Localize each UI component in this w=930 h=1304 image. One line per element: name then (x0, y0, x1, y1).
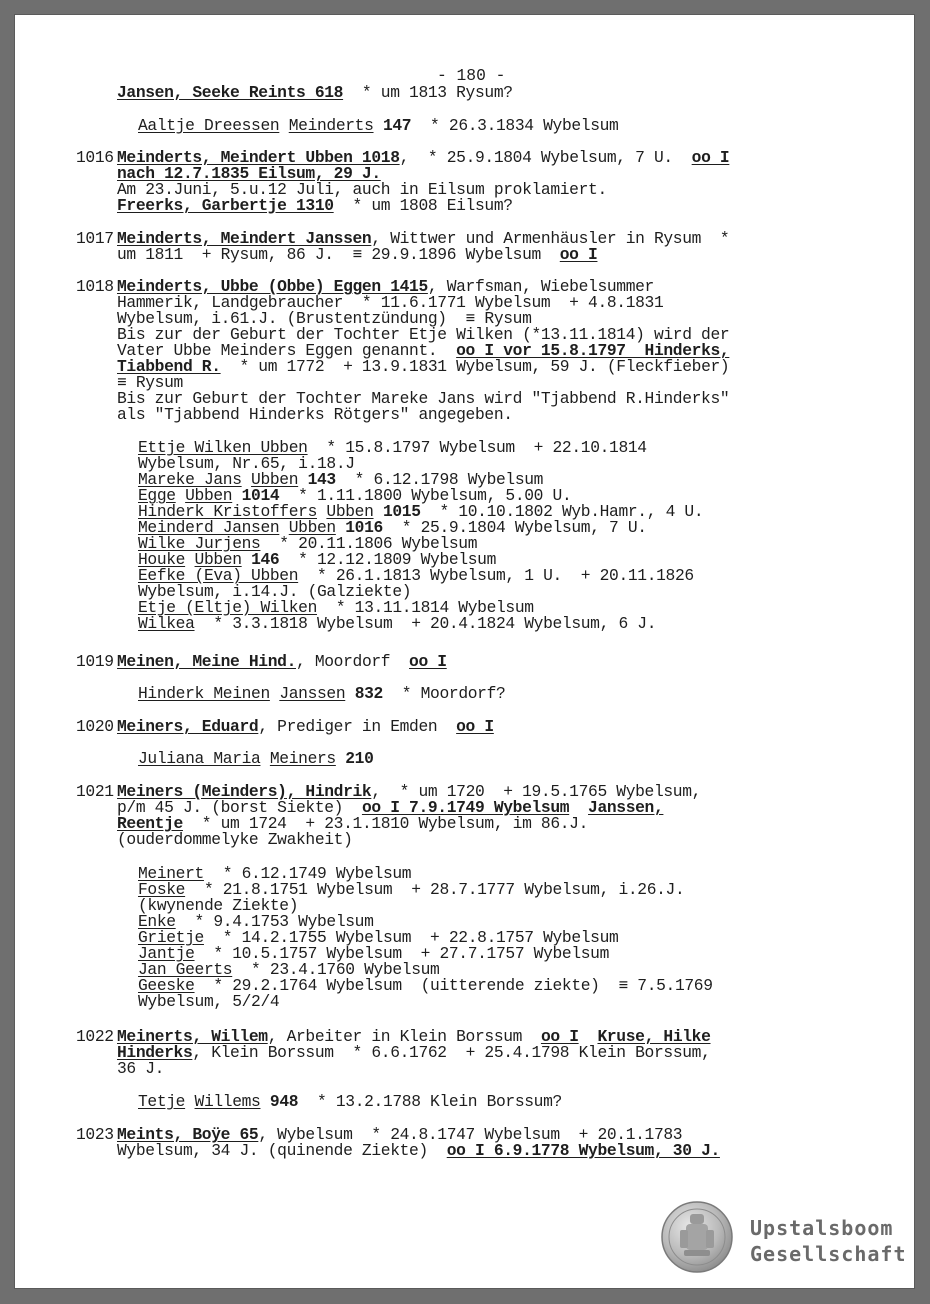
text-segment: * 13.11.1814 Wybelsum (317, 598, 534, 617)
text-line (138, 118, 618, 134)
text-line (117, 832, 353, 848)
person-name: Janssen (279, 684, 346, 703)
text-segment: um 1811 + Rysum, 86 J. ≡ 29.9.1896 Wybelsum (117, 245, 560, 264)
text-segment: * um 1813 Rysum? (343, 83, 513, 102)
text-line (138, 686, 505, 702)
text-segment: , * 25.9.1804 Wybelsum, 7 U. (399, 148, 692, 167)
person-name: Willems (194, 1092, 261, 1111)
person-name: Meinderts (288, 116, 374, 135)
text-line (117, 359, 729, 375)
person-name: Enke (138, 912, 176, 931)
text-segment: , Wybelsum * 24.8.1747 Wybelsum + 20.1.1783 (258, 1125, 683, 1144)
person-name: Meinderts, Ubbe (Obbe) Eggen 1415 (117, 277, 428, 296)
text-line (117, 1143, 720, 1159)
person-name: Egge (138, 486, 176, 505)
text-segment: , Warfsman, Wiebelsummer (427, 277, 654, 296)
person-name: Etje (Eltje) Wilken (138, 598, 317, 617)
entry-number: 1017 (76, 229, 114, 248)
text-segment: 210 (345, 749, 374, 768)
person-name: oo I (691, 148, 730, 167)
person-name: Meinderd Jansen (138, 518, 280, 537)
text-segment: * um 1808 Eilsum? (333, 196, 513, 215)
text-segment: 143 (307, 470, 336, 489)
text-segment: (ouderdommelyke Zwakheit) (117, 830, 353, 849)
text-segment: 832 (354, 684, 383, 703)
text-segment: * 13.2.1788 Klein Borssum? (298, 1092, 562, 1111)
person-name: Ubben (185, 486, 233, 505)
text-line (138, 994, 279, 1010)
person-name: Wilkea (138, 614, 195, 633)
person-name: Eefke (Eva) Ubben (138, 566, 299, 585)
entry-number: 1019 (76, 652, 114, 671)
person-name: Meinert (138, 864, 204, 883)
person-name: Ubben (288, 518, 336, 537)
text-segment: * 6.12.1749 Wybelsum (203, 864, 412, 883)
person-name: Meiners, Eduard (117, 717, 259, 736)
person-name: Juliana Maria (138, 749, 261, 768)
text-segment: , Moordorf (296, 652, 410, 671)
text-line (117, 85, 513, 101)
text-segment: , Arbeiter in Klein Borssum (267, 1027, 541, 1046)
text-segment: , * um 1720 + 19.5.1765 Wybelsum, (371, 782, 702, 801)
text-segment: Bis zur der Geburt der Tochter Etje Wilken (*13.11.1814) wird der (117, 325, 730, 344)
person-name: nach 12.7.1835 Eilsum, 29 J. (117, 164, 381, 183)
text-segment: * 29.2.1764 Wybelsum (uitterende ziekte) ≡ 7.5.1769 (194, 976, 713, 995)
entry-number: 1023 (76, 1125, 114, 1144)
logo-text-line1: Upstalsboom (750, 1216, 894, 1240)
person-name: Hinderk Meinen (138, 684, 270, 703)
person-name: oo I 7.9.1749 Wybelsum (361, 798, 570, 817)
person-name: Grietje (138, 928, 204, 947)
text-segment (260, 749, 269, 768)
text-segment: 948 (269, 1092, 299, 1111)
text-segment: 146 (251, 550, 280, 569)
person-name: Meiners (269, 749, 336, 768)
text-segment: * um 1724 + 23.1.1810 Wybelsum, im 86.J. (182, 814, 589, 833)
text-line (117, 1045, 711, 1061)
entry-number: 1021 (76, 782, 114, 801)
person-name: Meinderts, Meindert Ubben 1018 (117, 148, 400, 167)
text-segment: (kwynende Ziekte) (138, 896, 299, 915)
entry-number: 1018 (76, 277, 114, 296)
text-segment: * 15.8.1797 Wybelsum + 22.10.1814 (307, 438, 647, 457)
person-name: Wilke Jurjens (138, 534, 261, 553)
text-segment: 1015 (382, 502, 421, 521)
text-segment: Wybelsum, i.61.J. (Brustentzündung) ≡ Rysum (117, 309, 532, 328)
person-name: Freerks, Garbertje 1310 (117, 196, 334, 215)
text-segment: * 23.4.1760 Wybelsum (232, 960, 440, 979)
person-name: oo I (409, 652, 447, 671)
person-name: oo I (540, 1027, 579, 1046)
person-name: Ettje Wilken Ubben (138, 438, 308, 457)
person-name: Kruse, Hilke (597, 1027, 711, 1046)
document-page (14, 14, 915, 1289)
text-segment: Am 23.Juni, 5.u.12 Juli, auch in Eilsum proklamiert. (117, 180, 607, 199)
person-name: oo I (559, 245, 598, 264)
text-segment (185, 1092, 194, 1111)
text-segment (374, 116, 383, 135)
person-name: oo I 6.9.1778 Wybelsum, 30 J. (446, 1141, 720, 1160)
person-name: Ubben (326, 502, 374, 521)
text-segment: Hammerik, Landgebraucher * 11.6.1771 Wybelsum + 4.8.1831 (117, 293, 664, 312)
person-name: Meinderts, Meindert Janssen (117, 229, 372, 248)
text-segment: Bis zur Geburt der Tochter Mareke Jans wird "Tjabbend R.Hinderks" (117, 389, 730, 408)
text-line (117, 407, 513, 423)
person-name: Jansen, Seeke Reints 618 (117, 83, 344, 102)
text-segment: * 26.3.1834 Wybelsum (411, 116, 619, 135)
text-segment: als "Tjabbend Hinderks Rötgers" angegeben. (117, 405, 513, 424)
person-name: oo I (456, 717, 494, 736)
entry-number: 1020 (76, 717, 114, 736)
text-segment: Wybelsum, Nr.65, i.18.J (138, 454, 355, 473)
person-name: Meinerts, Willem (117, 1027, 268, 1046)
text-segment: * 10.5.1757 Wybelsum + 27.7.1757 Wybelsum (194, 944, 610, 963)
text-segment (270, 684, 279, 703)
person-name: Jantje (138, 944, 195, 963)
text-segment (345, 684, 354, 703)
text-segment (260, 1092, 269, 1111)
text-segment: Wybelsum, 5/2/4 (138, 992, 280, 1011)
seal-icon (660, 1200, 734, 1274)
text-segment: * 21.8.1751 Wybelsum + 28.7.1777 Wybelsum, i.26.J. (185, 880, 685, 899)
person-name: Houke (138, 550, 186, 569)
person-name: Foske (138, 880, 186, 899)
person-name: Meints, Boÿe 65 (117, 1125, 259, 1144)
logo-text-line2: Gesellschaft (750, 1242, 907, 1266)
text-segment: , Wittwer und Armenhäusler in Rysum * (371, 229, 730, 248)
text-segment (336, 749, 345, 768)
text-segment: , Klein Borssum * 6.6.1762 + 25.4.1798 Klein Borssum, (192, 1043, 711, 1062)
text-segment: * 3.3.1818 Wybelsum + 20.4.1824 Wybelsum, 6 J. (194, 614, 657, 633)
text-segment: * 12.12.1809 Wybelsum (279, 550, 496, 569)
person-name: Meinen, Meine Hind. (117, 652, 296, 671)
person-name: Hinderks (117, 1043, 193, 1062)
text-segment: 147 (382, 116, 412, 135)
entry-number: 1016 (76, 148, 114, 167)
person-name: Ubben (194, 550, 242, 569)
text-segment: Vater Ubbe Meinders Eggen genannt. (117, 341, 457, 360)
page-number: - 180 - (437, 66, 506, 85)
person-name: Janssen, (588, 798, 664, 817)
text-line (117, 1061, 164, 1077)
text-line (138, 1094, 562, 1110)
text-segment: * 10.10.1802 Wyb.Hamr., 4 U. (420, 502, 704, 521)
person-name: Meiners (Meinders), Hindrik (117, 782, 372, 801)
person-name: Mareke Jans (138, 470, 242, 489)
text-line (117, 198, 513, 214)
person-name: oo I vor 15.8.1797 Hinderks, (456, 341, 730, 360)
text-line (117, 654, 447, 670)
text-segment: * 1.11.1800 Wybelsum, 5.00 U. (279, 486, 572, 505)
text-segment: 1014 (241, 486, 280, 505)
person-name: Aaltje Dreessen (138, 116, 280, 135)
entry-number: 1022 (76, 1027, 114, 1046)
text-segment: * 9.4.1753 Wybelsum (175, 912, 374, 931)
text-segment: * 14.2.1755 Wybelsum + 22.8.1757 Wybelsum (203, 928, 619, 947)
text-segment: p/m 45 J. (borst Siekte) (117, 798, 362, 817)
person-name: Tiabbend R. (117, 357, 221, 376)
text-segment: * 20.11.1806 Wybelsum (260, 534, 478, 553)
person-name: Reentje (117, 814, 183, 833)
text-segment: Wybelsum, 34 J. (quinende Ziekte) (117, 1141, 447, 1160)
person-name: Hinderk Kristoffers (138, 502, 317, 521)
text-line (138, 751, 374, 767)
text-segment: * 25.9.1804 Wybelsum, 7 U. (382, 518, 647, 537)
text-segment (279, 116, 288, 135)
text-segment: * Moordorf? (382, 684, 506, 703)
text-segment: 1016 (345, 518, 383, 537)
person-name: Ubben (251, 470, 299, 489)
text-line (117, 719, 494, 735)
text-segment: , Prediger in Emden (258, 717, 457, 736)
person-name: Tetje (138, 1092, 186, 1111)
text-segment: 36 J. (117, 1059, 165, 1078)
text-segment: * um 1772 + 13.9.1831 Wybelsum, 59 J. (Fleckfieber) (220, 357, 730, 376)
text-segment: ≡ Rysum (117, 373, 183, 392)
person-name: Geeske (138, 976, 195, 995)
text-line (138, 616, 656, 632)
text-segment: Wybelsum, i.14.J. (Galziekte) (138, 582, 412, 601)
text-line (117, 247, 597, 263)
text-segment: * 6.12.1798 Wybelsum (335, 470, 544, 489)
text-segment: * 26.1.1813 Wybelsum, 1 U. + 20.11.1826 (298, 566, 694, 585)
person-name: Jan Geerts (138, 960, 233, 979)
